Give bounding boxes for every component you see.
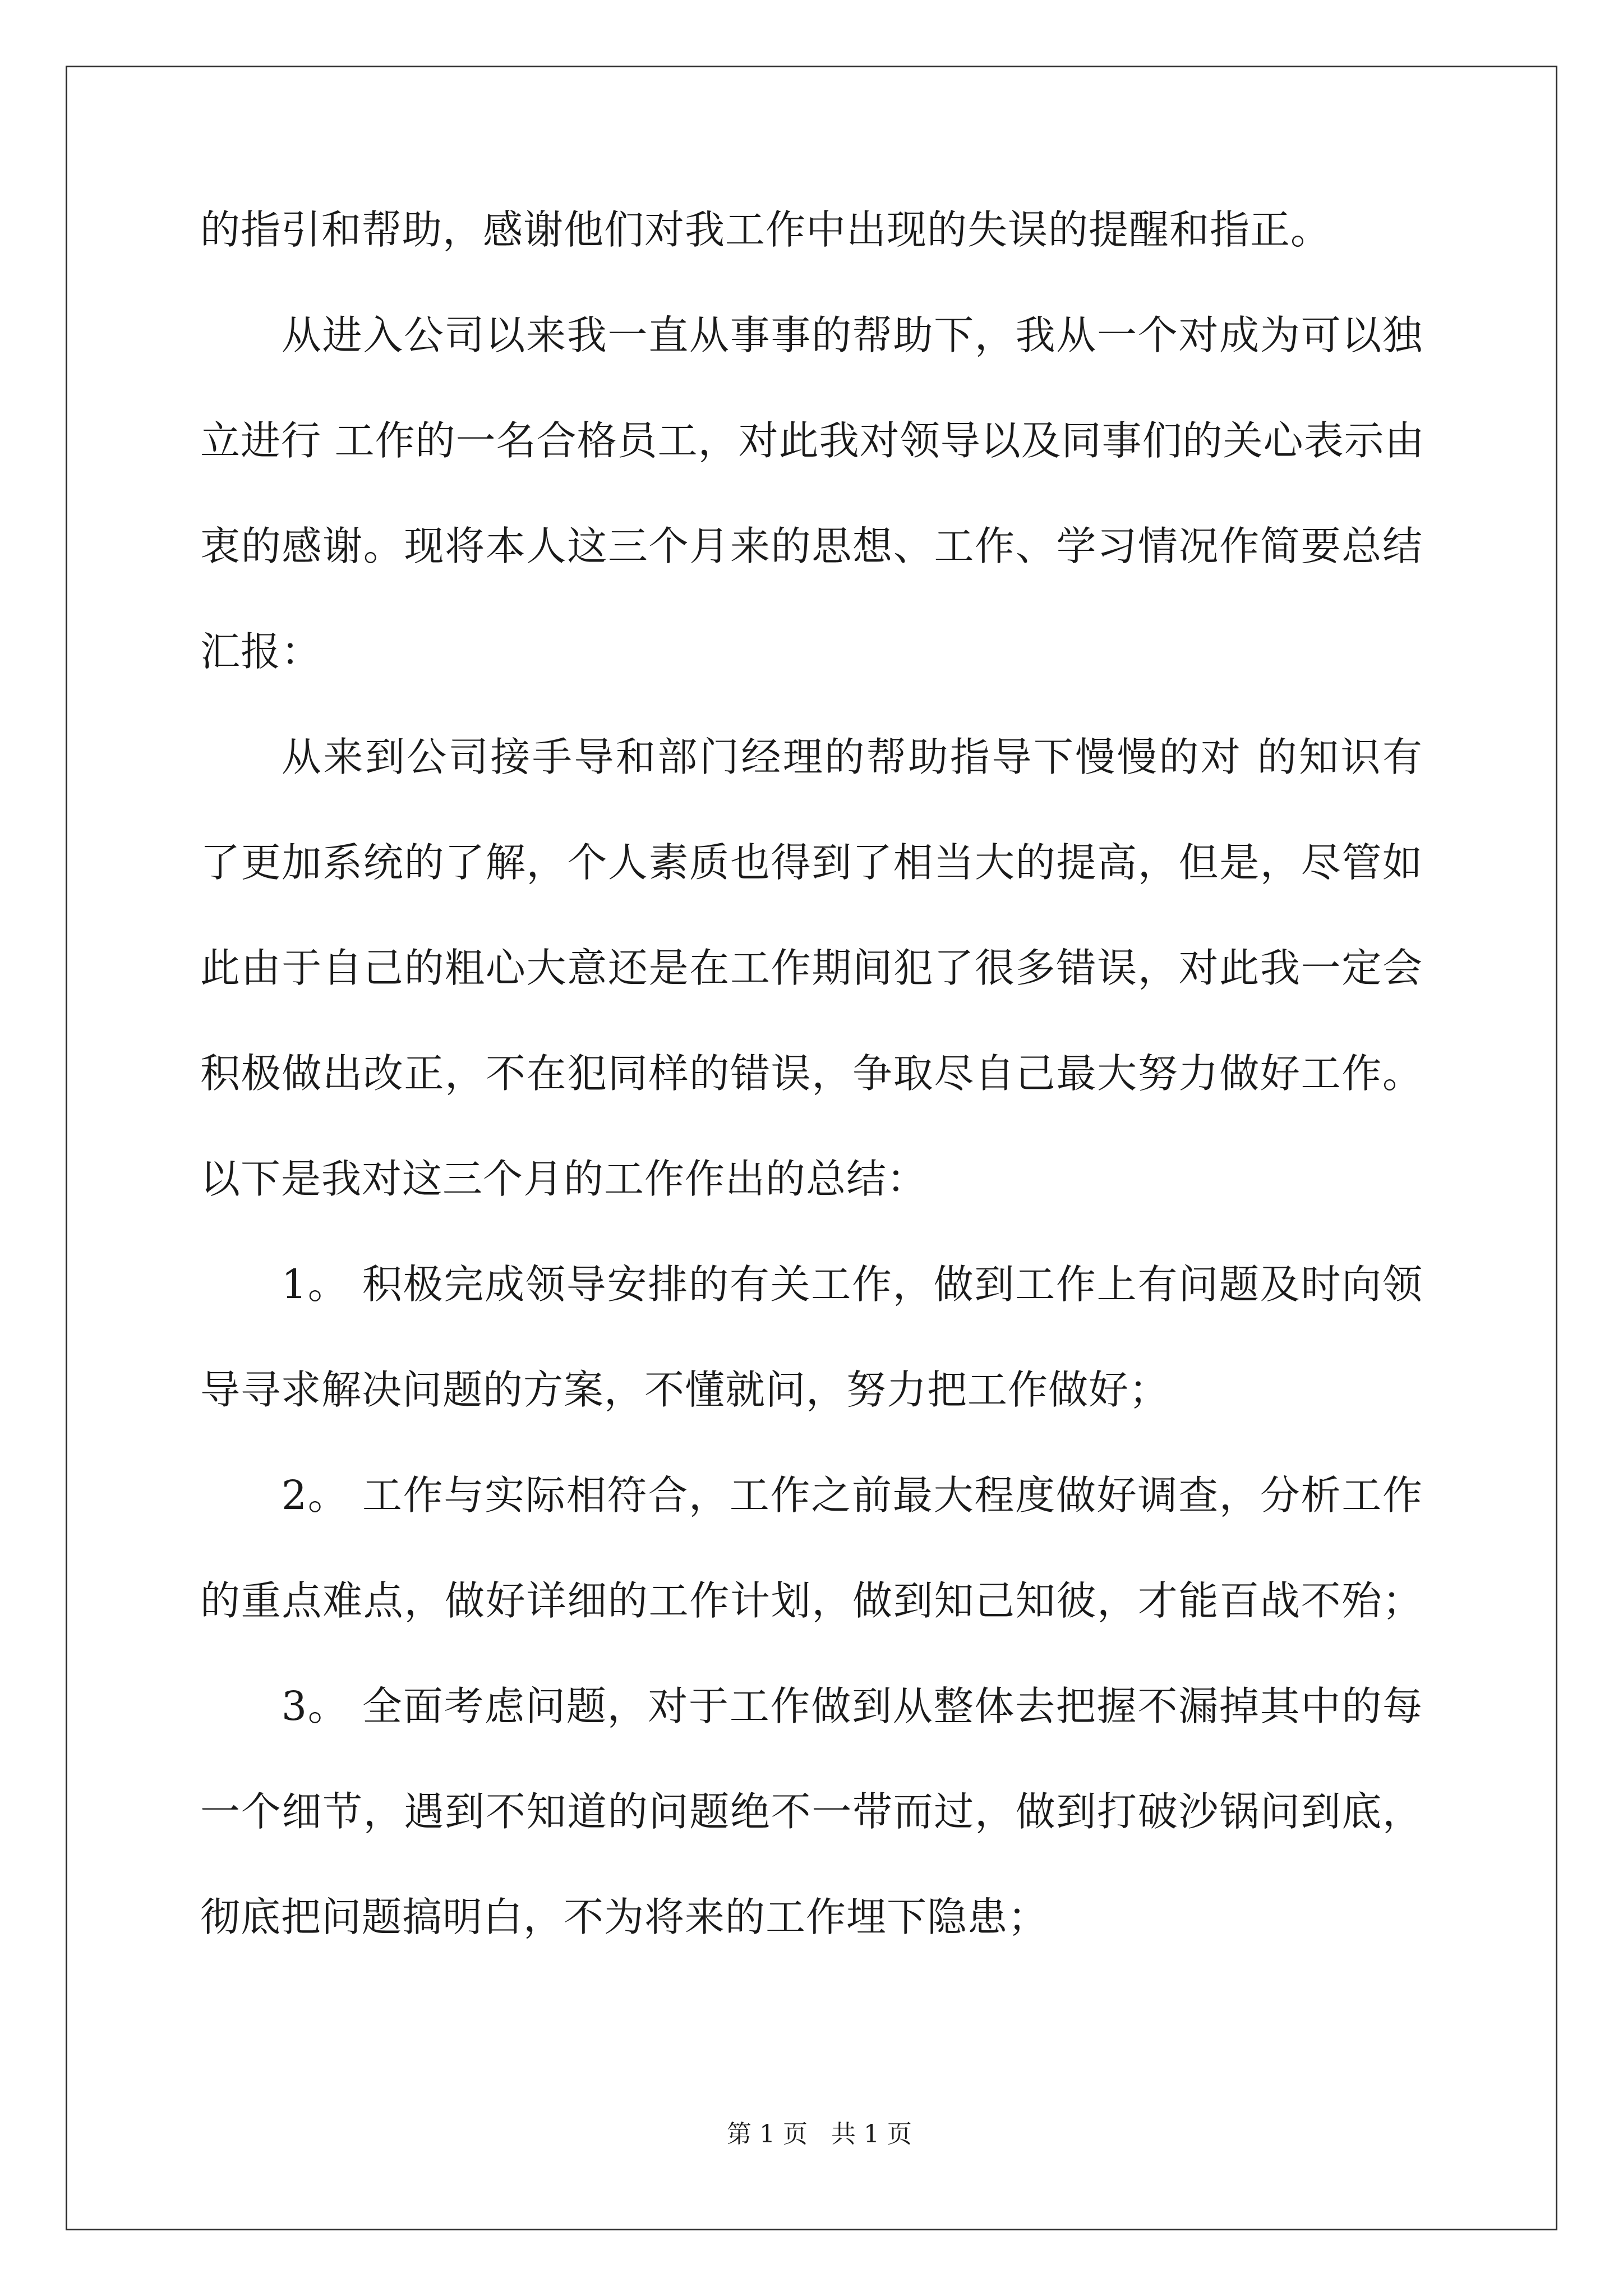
text-line: 导寻求解决问题的方案，不懂就问，努力把工作做好； [200,1366,1170,1413]
text-line: 积极做出改正，不在犯同样的错误，争取尽自己最大努力做好工作。 [200,1050,1423,1097]
text-line: 以下是我对这三个月的工作作出的总结： [200,1156,928,1202]
page-footer [0,2084,1623,2151]
text-line: 立进行 工作的一名合格员工，对此我对领导以及同事们的关心表示由 [200,417,1425,464]
text-line: 的指引和帮助，感谢他们对我工作中出现的失误的提醒和指正。 [200,206,1331,253]
text-line: 衷的感谢。现将本人这三个月来的思想、工作、学习情况作简要总结 [200,523,1423,569]
text-line: 1。 积极完成领导安排的有关工作，做到工作上有问题及时向领 [281,1261,1423,1308]
text-line: 3。 全面考虑问题，对于工作做到从整体去把握不漏掉其中的每 [281,1683,1423,1729]
text-line: 汇报： [200,628,322,675]
text-line: 一个细节，遇到不知道的问题绝不一带而过，做到打破沙锅问到底， [200,1788,1423,1835]
text-line: 彻底把问题搞明白，不为将来的工作埋下隐患； [200,1894,1049,1940]
text-line: 了更加系统的了解，个人素质也得到了相当大的提高，但是，尽管如 [200,839,1423,886]
page-number-label: 第 1 页 共 1 页 [727,2120,912,2148]
text-line: 2。 工作与实际相符合，工作之前最大程度做好调查，分析工作 [281,1472,1423,1519]
text-line: 从进入公司以来我一直从事事的帮助下，我从一个对成为可以独 [281,312,1423,358]
document-body [200,177,1423,1970]
text-line: 从来到公司接手导和部门经理的帮助指导下慢慢的对 的知识有 [281,734,1423,780]
text-line: 的重点难点，做好详细的工作计划，做到知己知彼，才能百战不殆； [200,1577,1423,1624]
text-line: 此由于自己的粗心大意还是在工作期间犯了很多错误，对此我一定会 [200,945,1423,991]
